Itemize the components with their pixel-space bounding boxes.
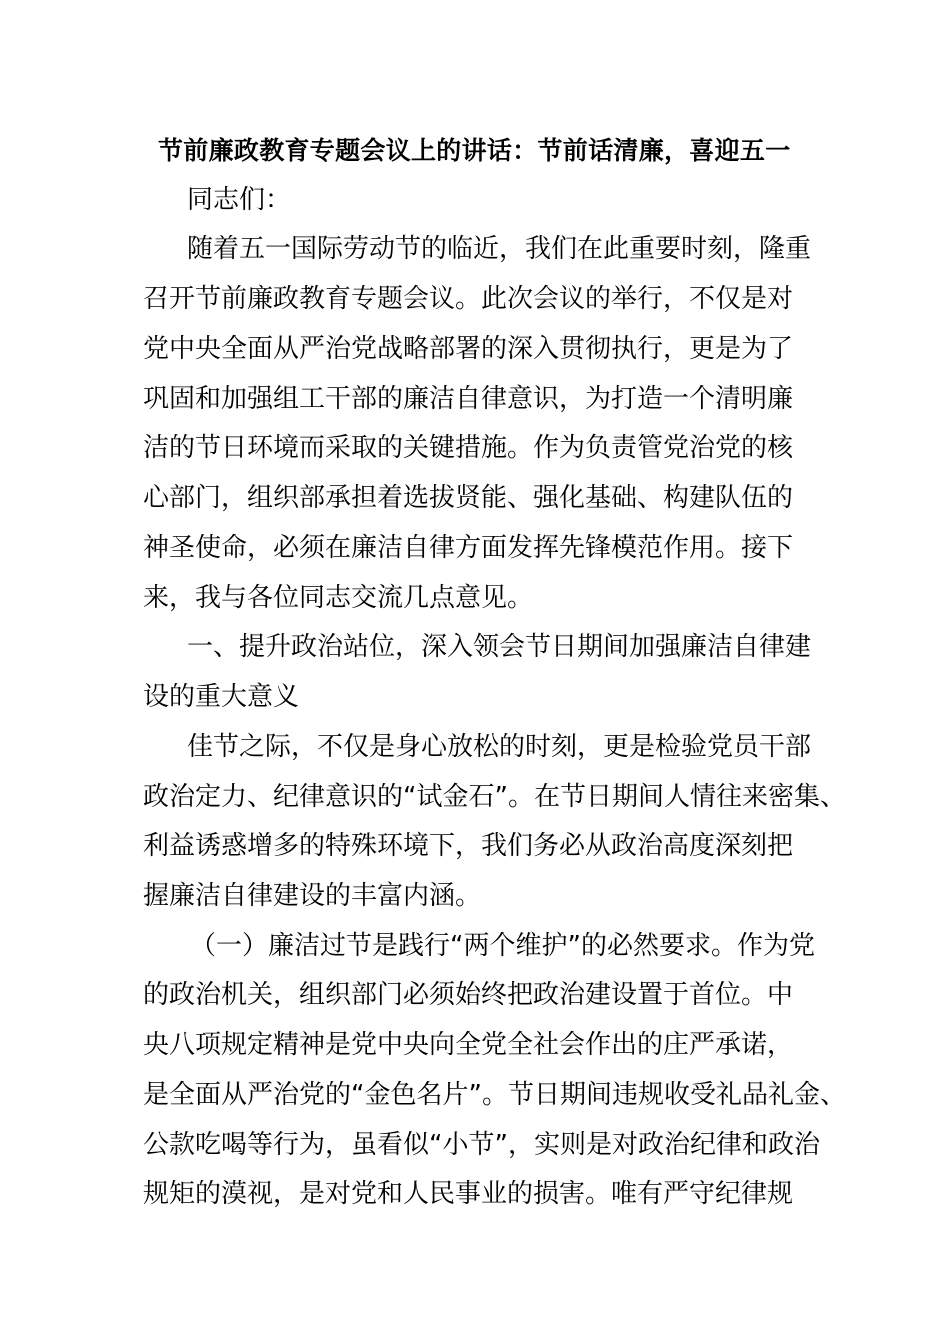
paragraph-line: 巩固和加强组工干部的廉洁自律意识，为打造一个清明廉 <box>143 384 794 414</box>
paragraph-line: 政治定力、纪律意识的“试金石”。在节日期间人情往来密集、 <box>143 782 846 812</box>
paragraph-line: 利益诱惑增多的特殊环境下，我们务必从政治高度深刻把 <box>143 831 794 861</box>
paragraph-line: 央八项规定精神是党中央向全党全社会作出的庄严承诺， <box>143 1030 794 1060</box>
section-heading: 设的重大意义 <box>143 682 300 712</box>
paragraph-line: 心部门，组织部承担着选拔贤能、强化基础、构建队伍的 <box>143 483 794 513</box>
paragraph-line: 来，我与各位同志交流几点意见。 <box>143 583 534 613</box>
section-heading: 一、提升政治站位，深入领会节日期间加强廉洁自律建 <box>187 632 812 662</box>
subsection-line: （一）廉洁过节是践行“两个维护”的必然要求。作为党 <box>190 931 815 961</box>
paragraph-line: 是全面从严治党的“金色名片”。节日期间违规收受礼品礼金、 <box>143 1080 846 1110</box>
salutation: 同志们： <box>187 185 292 215</box>
paragraph-line: 的政治机关，组织部门必须始终把政治建设置于首位。中 <box>143 980 794 1010</box>
paragraph-line: 洁的节日环境而采取的关键措施。作为负责管党治党的核 <box>143 433 794 463</box>
document-title: 节前廉政教育专题会议上的讲话：节前话清廉，喜迎五一 <box>158 136 791 165</box>
paragraph-line: 随着五一国际劳动节的临近，我们在此重要时刻，隆重 <box>187 234 812 264</box>
paragraph-line: 规矩的漠视，是对党和人民事业的损害。唯有严守纪律规 <box>143 1179 794 1209</box>
paragraph-line: 神圣使命，必须在廉洁自律方面发挥先锋模范作用。接下 <box>143 533 794 563</box>
paragraph-line: 公款吃喝等行为，虽看似“小节”，实则是对政治纪律和政治 <box>143 1130 820 1160</box>
paragraph-line: 党中央全面从严治党战略部署的深入贯彻执行，更是为了 <box>143 334 794 364</box>
paragraph-line: 佳节之际，不仅是身心放松的时刻，更是检验党员干部 <box>187 732 812 762</box>
paragraph-line: 召开节前廉政教育专题会议。此次会议的举行，不仅是对 <box>143 284 794 314</box>
paragraph-line: 握廉洁自律建设的丰富内涵。 <box>143 881 482 911</box>
